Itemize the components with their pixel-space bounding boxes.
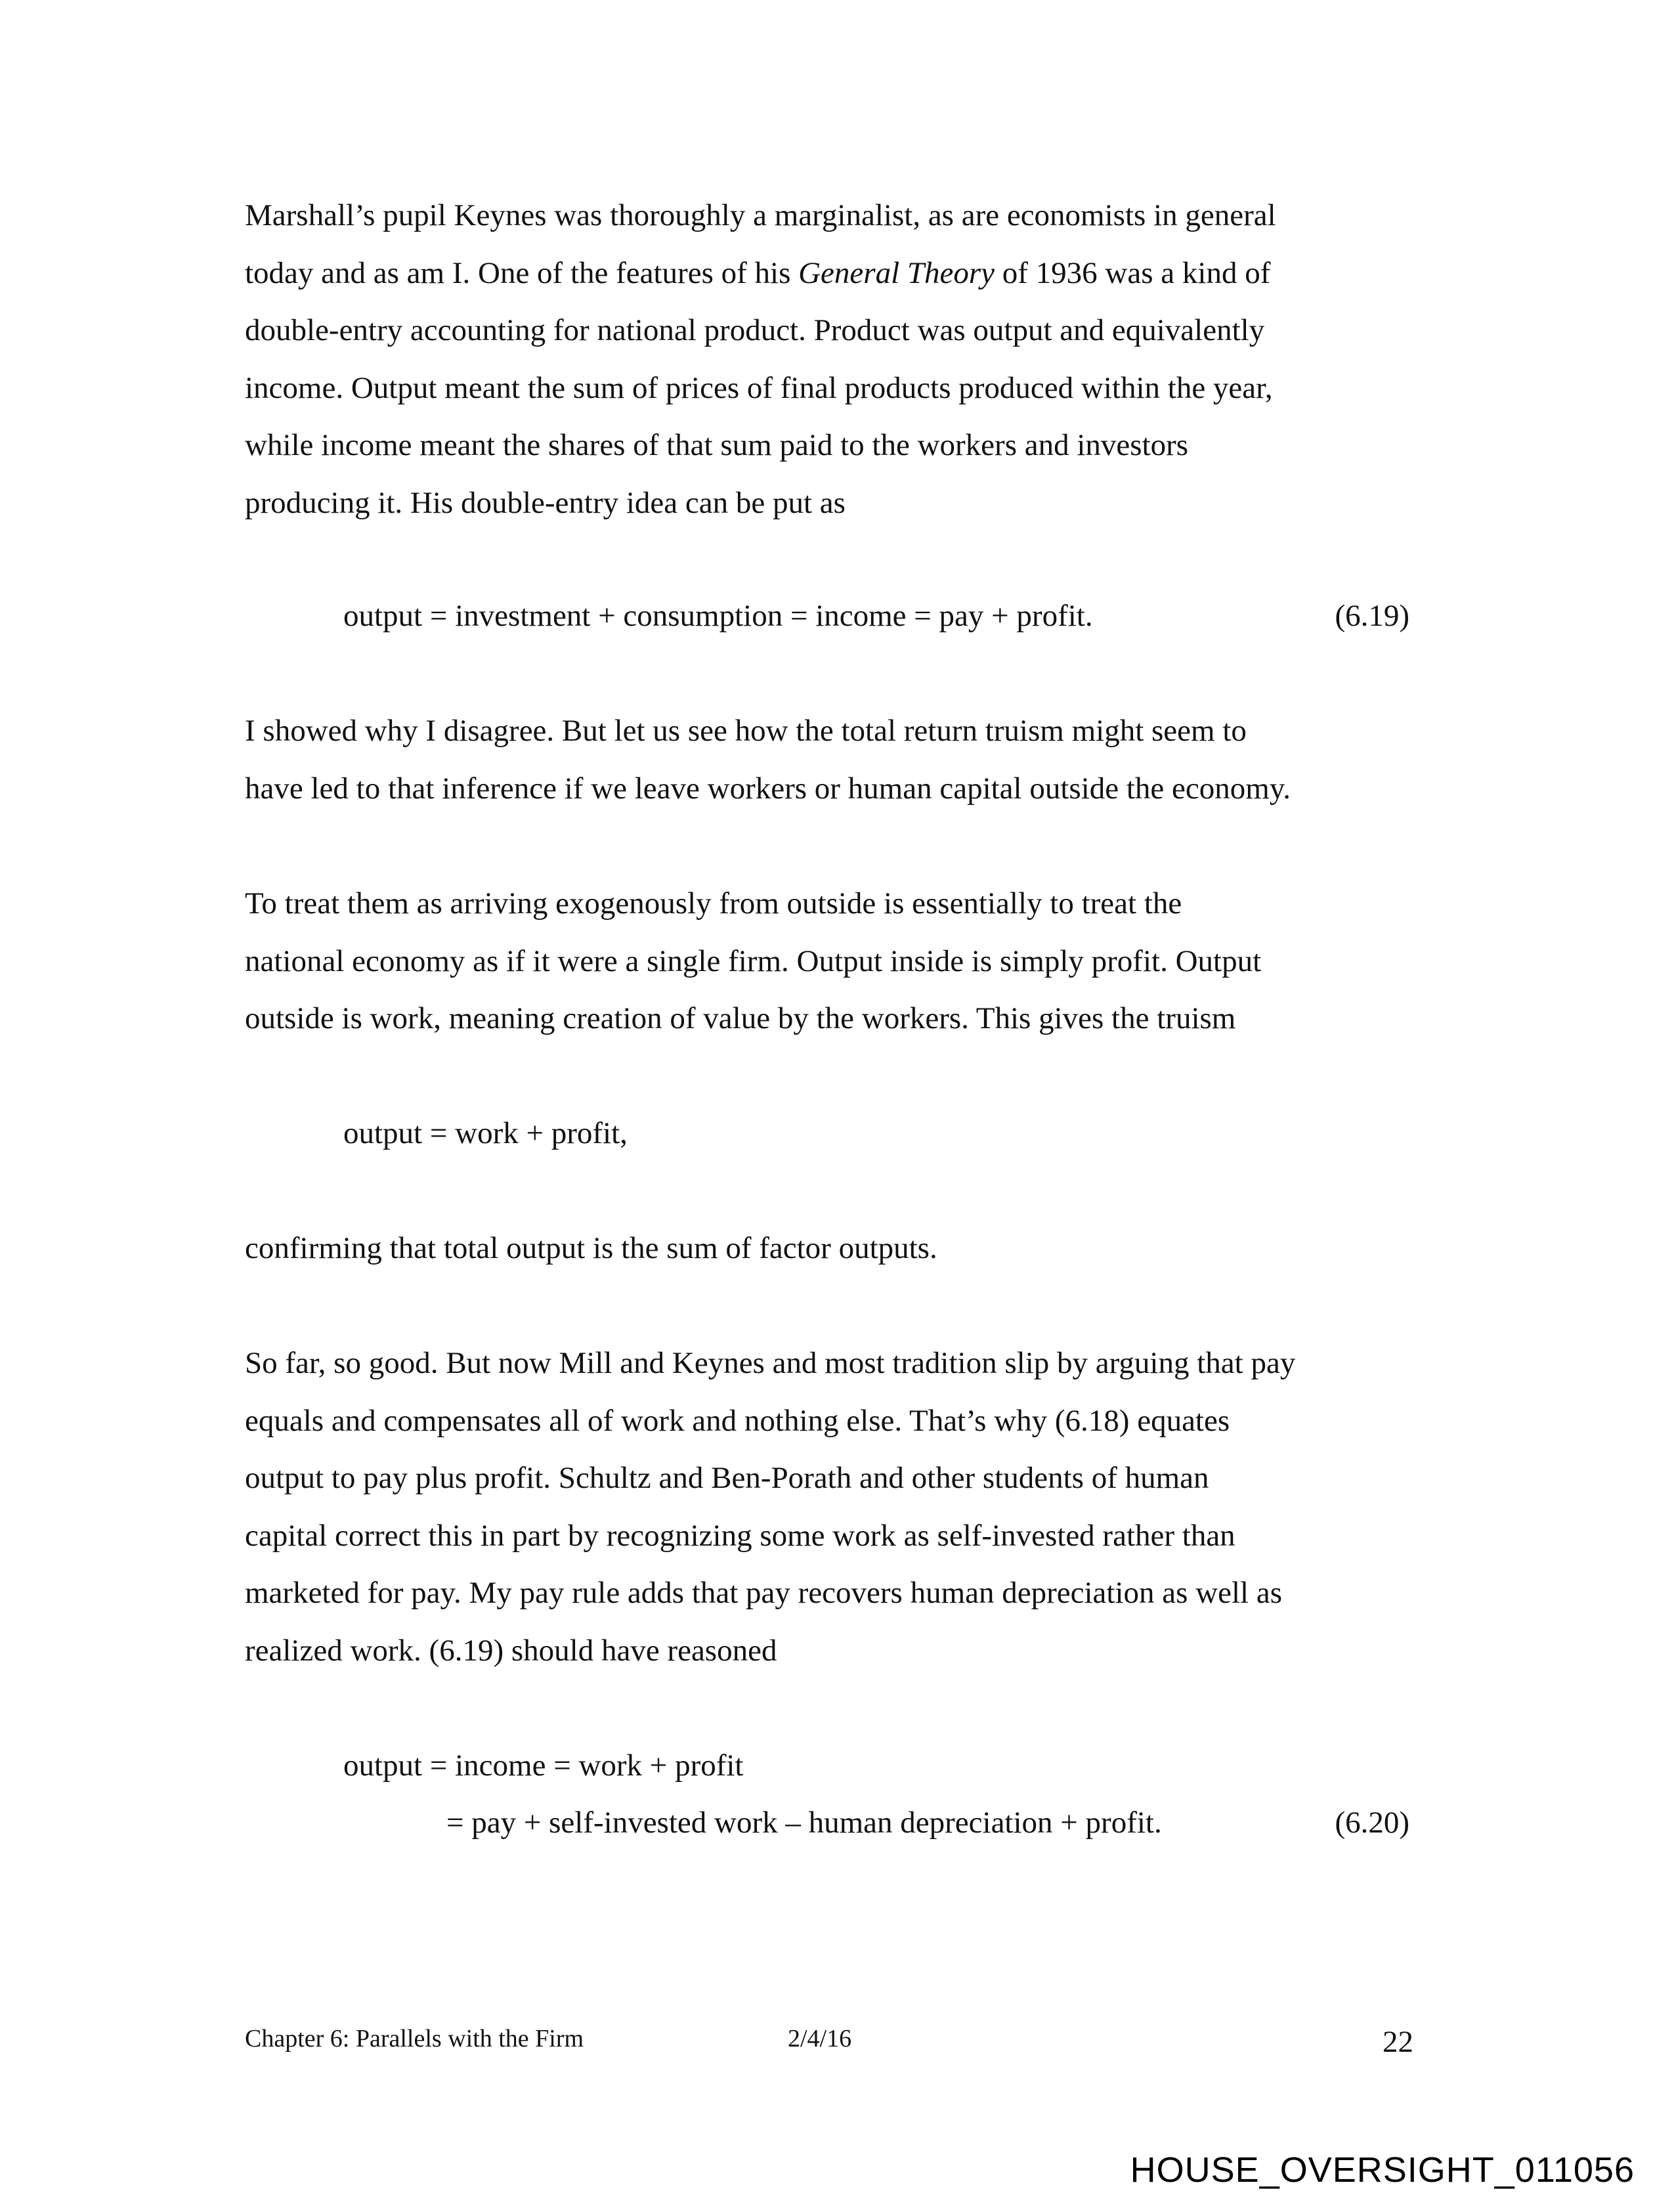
equation-truism: output = work + profit, (343, 1116, 628, 1150)
text-line: To treat them as arriving exogenously from outside is essentially to treat the (245, 886, 1182, 921)
text-line: marketed for pay. My pay rule adds that pay recovers human depreciation as well as (245, 1576, 1283, 1610)
text-line: Marshall’s pupil Keynes was thoroughly a marginalist, as are economists in general (245, 198, 1276, 232)
equation-6-19: output = investment + consumption = income = pay + profit. (343, 599, 1093, 633)
text-line: producing it. His double-entry idea can be put as (245, 485, 846, 520)
text-line: So far, so good. But now Mill and Keynes and most tradition slip by arguing that pay (245, 1346, 1296, 1380)
text-line: outside is work, meaning creation of value by the workers. This gives the truism (245, 1001, 1236, 1035)
text-line: national economy as if it were a single firm. Output inside is simply profit. Output (245, 943, 1262, 978)
paragraph-exogenous (245, 875, 1440, 1048)
footer-chapter-title: Chapter 6: Parallels with the Firm (245, 2025, 584, 2052)
footer-page-number: 22 (1383, 2025, 1413, 2059)
text-line: realized work. (6.19) should have reasoned (245, 1633, 777, 1668)
paragraph-confirming (245, 1220, 1440, 1278)
text-run: today and as am I. One of the features of his (245, 255, 799, 290)
equation-number-6-19: (6.19) (1335, 599, 1409, 633)
paragraph-keynes-marginalist (245, 187, 1440, 532)
text-line: income. Output meant the sum of prices of final products produced within the year, (245, 370, 1273, 405)
paragraph-so-far (245, 1335, 1440, 1680)
text-line: confirming that total output is the sum of factor outputs. (245, 1231, 937, 1265)
footer-date: 2/4/16 (788, 2025, 852, 2052)
text-line: while income meant the shares of that sum paid to the workers and investors (245, 428, 1189, 462)
paragraph-disagree (245, 703, 1440, 817)
bates-stamp: HOUSE_OVERSIGHT_011056 (1130, 2150, 1635, 2190)
text-line: have led to that inference if we leave workers or human capital outside the economy. (245, 771, 1291, 806)
text-line: output to pay plus profit. Schultz and Ben-Porath and other students of human (245, 1461, 1209, 1495)
text-line: capital correct this in part by recognizing some work as self-invested rather than (245, 1518, 1235, 1553)
text-line: I showed why I disagree. But let us see how the total return truism might seem to (245, 714, 1247, 748)
text-line: equals and compensates all of work and nothing else. That’s why (6.18) equates (245, 1403, 1230, 1438)
equation-number-6-20: (6.20) (1335, 1806, 1409, 1840)
equation-6-20-line-1: output = income = work + profit (343, 1748, 744, 1783)
equation-6-20-line-2: = pay + self-invested work – human depreciation + profit. (446, 1806, 1162, 1840)
text-line (245, 245, 1440, 303)
text-line: double-entry accounting for national product. Product was output and equivalently (245, 313, 1265, 347)
book-title-general-theory: General Theory (798, 255, 995, 290)
text-run: of 1936 was a kind of (995, 255, 1271, 290)
